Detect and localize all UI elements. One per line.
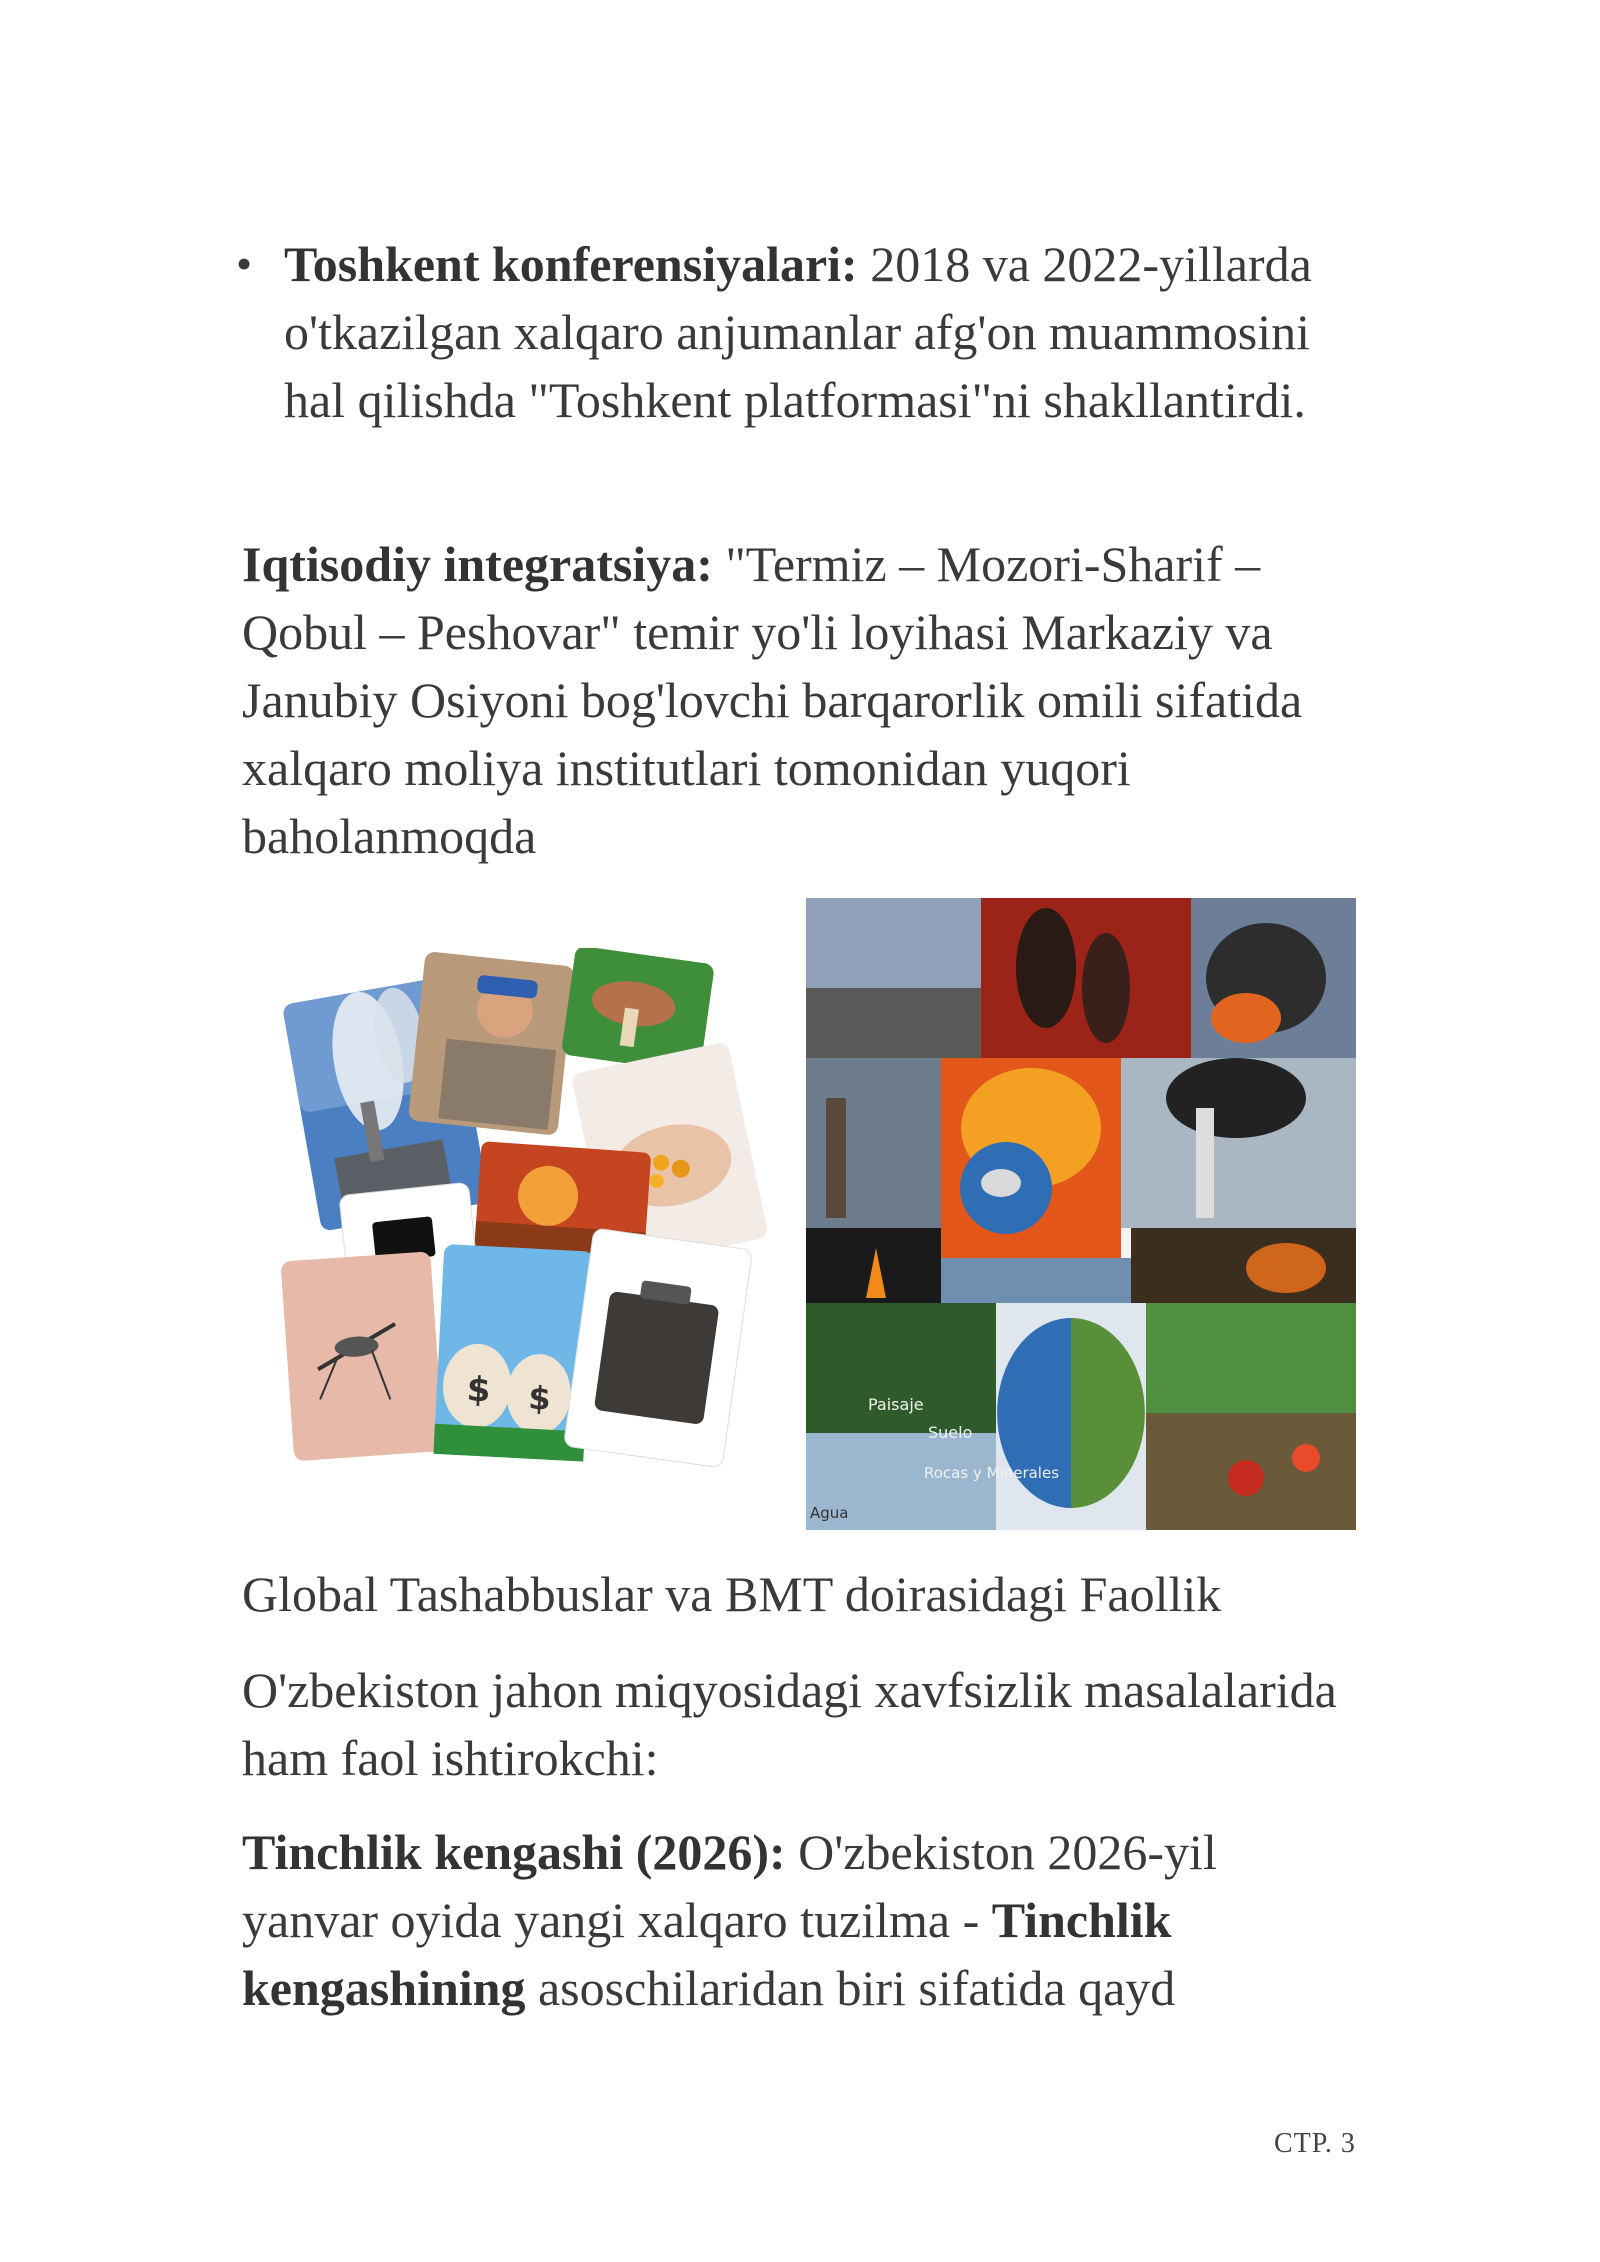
collage-label-rocas: Rocas y Minerales: [924, 1464, 1060, 1482]
peace-text-2: asoschilaridan biri sifatida qayd: [525, 1960, 1176, 2016]
economic-text: "Termiz – Mozori-Sharif – Qobul – Peshovar" temir yo'li loyihasi Markaziy va Janubiy Osiyoni bog'lovchi barqarorlik omili sifatida xalqaro moliya institutlari tomonidan yuqori baholanmoqda: [242, 536, 1303, 864]
economic-label: Iqtisodiy integratsiya:: [242, 536, 713, 592]
paragraph-economic-integration: [242, 530, 1362, 870]
bullet-toshkent-conferences: [236, 230, 1364, 434]
collage-label-paisaje: Paisaje: [868, 1395, 924, 1414]
collage-label-agua: Agua: [810, 1504, 849, 1522]
bullet-dot: •: [236, 238, 253, 289]
peace-text-1: O'zbekiston 2026-yil yanvar oyida yangi xalqaro tuzilma -: [242, 1824, 1217, 1948]
section-heading: Global Tashabbuslar va BMT doirasidagi Faollik: [242, 1566, 1222, 1622]
bullet-text: 2018 va 2022-yillarda o'tkazilgan xalqaro anjumanlar afg'on muammosini hal qilishda "Toshkent platformasi"ni shakllantirdi.: [284, 236, 1312, 428]
page-number: СТР. 3: [1274, 2128, 1356, 2159]
svg-text:$: $: [527, 1378, 552, 1418]
peace-bold-2: Tinchlik kengashining: [242, 1892, 1172, 2016]
collage-left-image: [278, 948, 768, 1488]
collage-label-suelo: Suelo: [928, 1423, 973, 1442]
collage-right-image: [806, 898, 1356, 1530]
peace-label: Tinchlik kengashi (2026):: [242, 1824, 786, 1880]
paragraph-peace-council: [242, 1818, 1362, 2022]
svg-text:$: $: [465, 1369, 492, 1411]
bullet-label: Toshkent konferensiyalari:: [284, 236, 858, 292]
paragraph-intro: O'zbekiston jahon miqyosidagi xavfsizlik masalalarida ham faol ishtirokchi:: [242, 1662, 1337, 1786]
